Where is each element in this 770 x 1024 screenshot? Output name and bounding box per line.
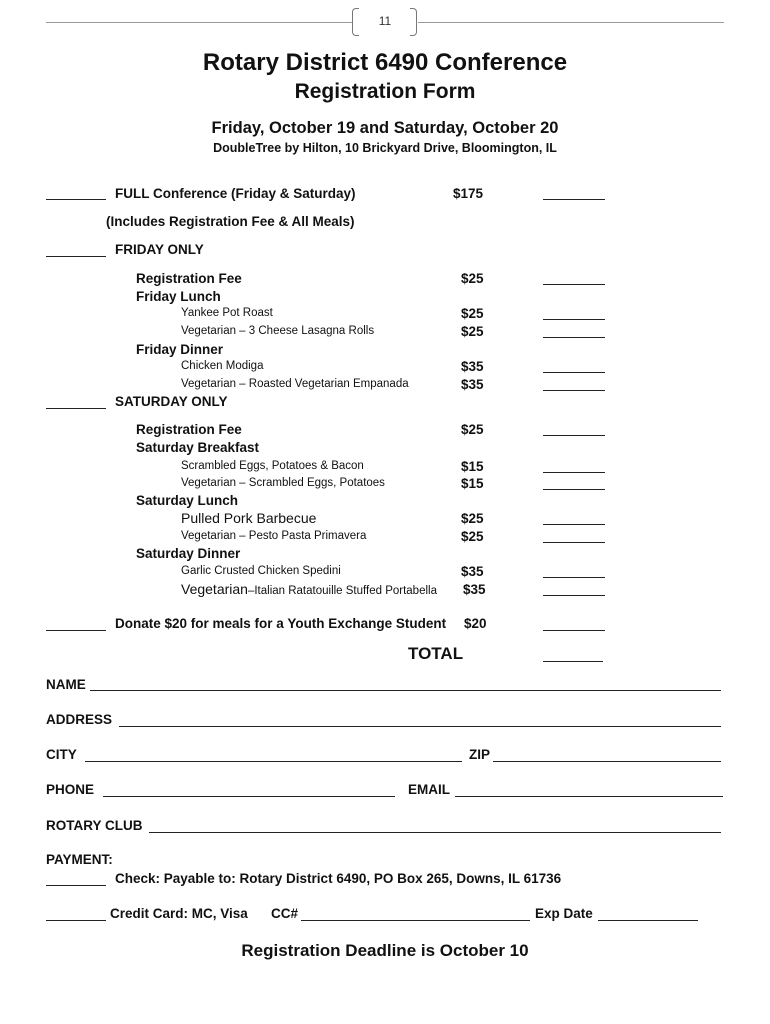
friday-dinner-item-blank[interactable] [543,390,605,391]
saturday-breakfast-item: Vegetarian – Scrambled Eggs, Potatoes [181,477,385,489]
saturday-dinner-item-price: $35 [463,582,486,597]
saturday-lunch-item-price: $25 [461,529,484,544]
full-conference-price: $175 [453,186,484,201]
exp-date-field[interactable] [598,920,698,921]
full-conference-note: (Includes Registration Fee & All Meals) [106,214,355,229]
event-dates: Friday, October 19 and Saturday, October 20 [211,119,559,137]
saturday-lunch-item-blank[interactable] [543,542,605,543]
friday-dinner-item-blank[interactable] [543,372,605,373]
header-rule-right [418,22,724,23]
rotary-club-field[interactable] [149,832,721,833]
exp-date-label: Exp Date [535,906,593,921]
saturday-only-label: SATURDAY ONLY [115,394,228,409]
event-venue: DoubleTree by Hilton, 10 Brickyard Drive, Bloomington, IL [213,141,557,155]
name-field[interactable] [90,690,721,691]
donate-price: $20 [464,616,487,631]
full-conference-check-blank[interactable] [46,199,106,200]
phone-label: PHONE [46,782,95,797]
total-amount-blank[interactable] [543,661,603,662]
friday-lunch-item: Yankee Pot Roast [181,307,273,319]
friday-only-check-blank[interactable] [46,256,106,257]
friday-dinner-item-price: $35 [461,359,484,374]
city-label: CITY [46,747,77,762]
friday-registration-fee-blank[interactable] [543,284,605,285]
saturday-lunch-item: Pulled Pork Barbecue [181,510,317,526]
email-label: EMAIL [408,782,450,797]
total-label: TOTAL [408,644,464,663]
saturday-dinner-item-label-b: –Italian Ratatouille Stuffed Portabella [247,585,437,597]
check-payment-label: Check: Payable to: Rotary District 6490, PO Box 265, Downs, IL 61736 [115,871,562,886]
friday-lunch-heading: Friday Lunch [136,289,221,304]
page-number: 11 [378,14,392,28]
saturday-registration-fee-label: Registration Fee [136,422,242,437]
saturday-dinner-item: Garlic Crusted Chicken Spedini [181,565,341,577]
saturday-registration-fee-blank[interactable] [543,435,605,436]
friday-dinner-heading: Friday Dinner [136,342,224,357]
registration-deadline: Registration Deadline is October 10 [241,941,529,960]
friday-registration-fee-price: $25 [461,271,484,286]
donate-label: Donate $20 for meals for a Youth Exchange Student [115,616,447,631]
friday-lunch-item-blank[interactable] [543,319,605,320]
name-label: NAME [46,677,86,692]
header-rule-left [46,22,352,23]
saturday-lunch-item-price: $25 [461,511,484,526]
saturday-breakfast-item-blank[interactable] [543,472,605,473]
saturday-dinner-heading: Saturday Dinner [136,546,241,561]
saturday-lunch-item-blank[interactable] [543,524,605,525]
address-field[interactable] [119,726,721,727]
saturday-breakfast-item-blank[interactable] [543,489,605,490]
saturday-breakfast-item: Scrambled Eggs, Potatoes & Bacon [181,460,364,472]
address-label: ADDRESS [46,712,113,727]
donate-amount-blank[interactable] [543,630,605,631]
friday-lunch-item-price: $25 [461,324,484,339]
city-field[interactable] [85,761,462,762]
email-field[interactable] [455,796,723,797]
saturday-lunch-heading: Saturday Lunch [136,493,239,508]
saturday-breakfast-item-price: $15 [461,476,484,491]
cc-number-label: CC# [271,906,299,921]
rotary-club-label: ROTARY CLUB [46,818,143,833]
payment-heading: PAYMENT: [46,852,113,867]
saturday-dinner-item-blank[interactable] [543,577,605,578]
saturday-dinner-item-label-a: Vegetarian [181,581,248,597]
saturday-dinner-item-price: $35 [461,564,484,579]
page-number-bracket-right [410,8,417,36]
credit-card-payment-blank[interactable] [46,920,106,921]
friday-lunch-item: Vegetarian – 3 Cheese Lasagna Rolls [181,325,375,337]
page-title: Rotary District 6490 Conference [202,49,568,76]
friday-registration-fee-label: Registration Fee [136,271,242,286]
cc-number-field[interactable] [301,920,530,921]
saturday-breakfast-heading: Saturday Breakfast [136,440,260,455]
friday-lunch-item-blank[interactable] [543,337,605,338]
donate-check-blank[interactable] [46,630,106,631]
credit-card-label: Credit Card: MC, Visa [110,906,248,921]
saturday-dinner-item-blank[interactable] [543,595,605,596]
full-conference-label: FULL Conference (Friday & Saturday) [115,186,356,201]
saturday-registration-fee-price: $25 [461,422,484,437]
friday-dinner-item: Chicken Modiga [181,360,264,372]
full-conference-amount-blank[interactable] [543,199,605,200]
saturday-breakfast-item-price: $15 [461,459,484,474]
page-subtitle: Registration Form [294,80,476,103]
saturday-lunch-item: Vegetarian – Pesto Pasta Primavera [181,530,367,542]
friday-lunch-item-price: $25 [461,306,484,321]
zip-label: ZIP [469,747,491,762]
check-payment-blank[interactable] [46,885,106,886]
friday-only-label: FRIDAY ONLY [115,242,204,257]
phone-field[interactable] [103,796,395,797]
friday-dinner-item-price: $35 [461,377,484,392]
friday-dinner-item: Vegetarian – Roasted Vegetarian Empanada [181,378,409,390]
saturday-dinner-item [181,581,437,599]
saturday-only-check-blank[interactable] [46,408,106,409]
zip-field[interactable] [493,761,721,762]
